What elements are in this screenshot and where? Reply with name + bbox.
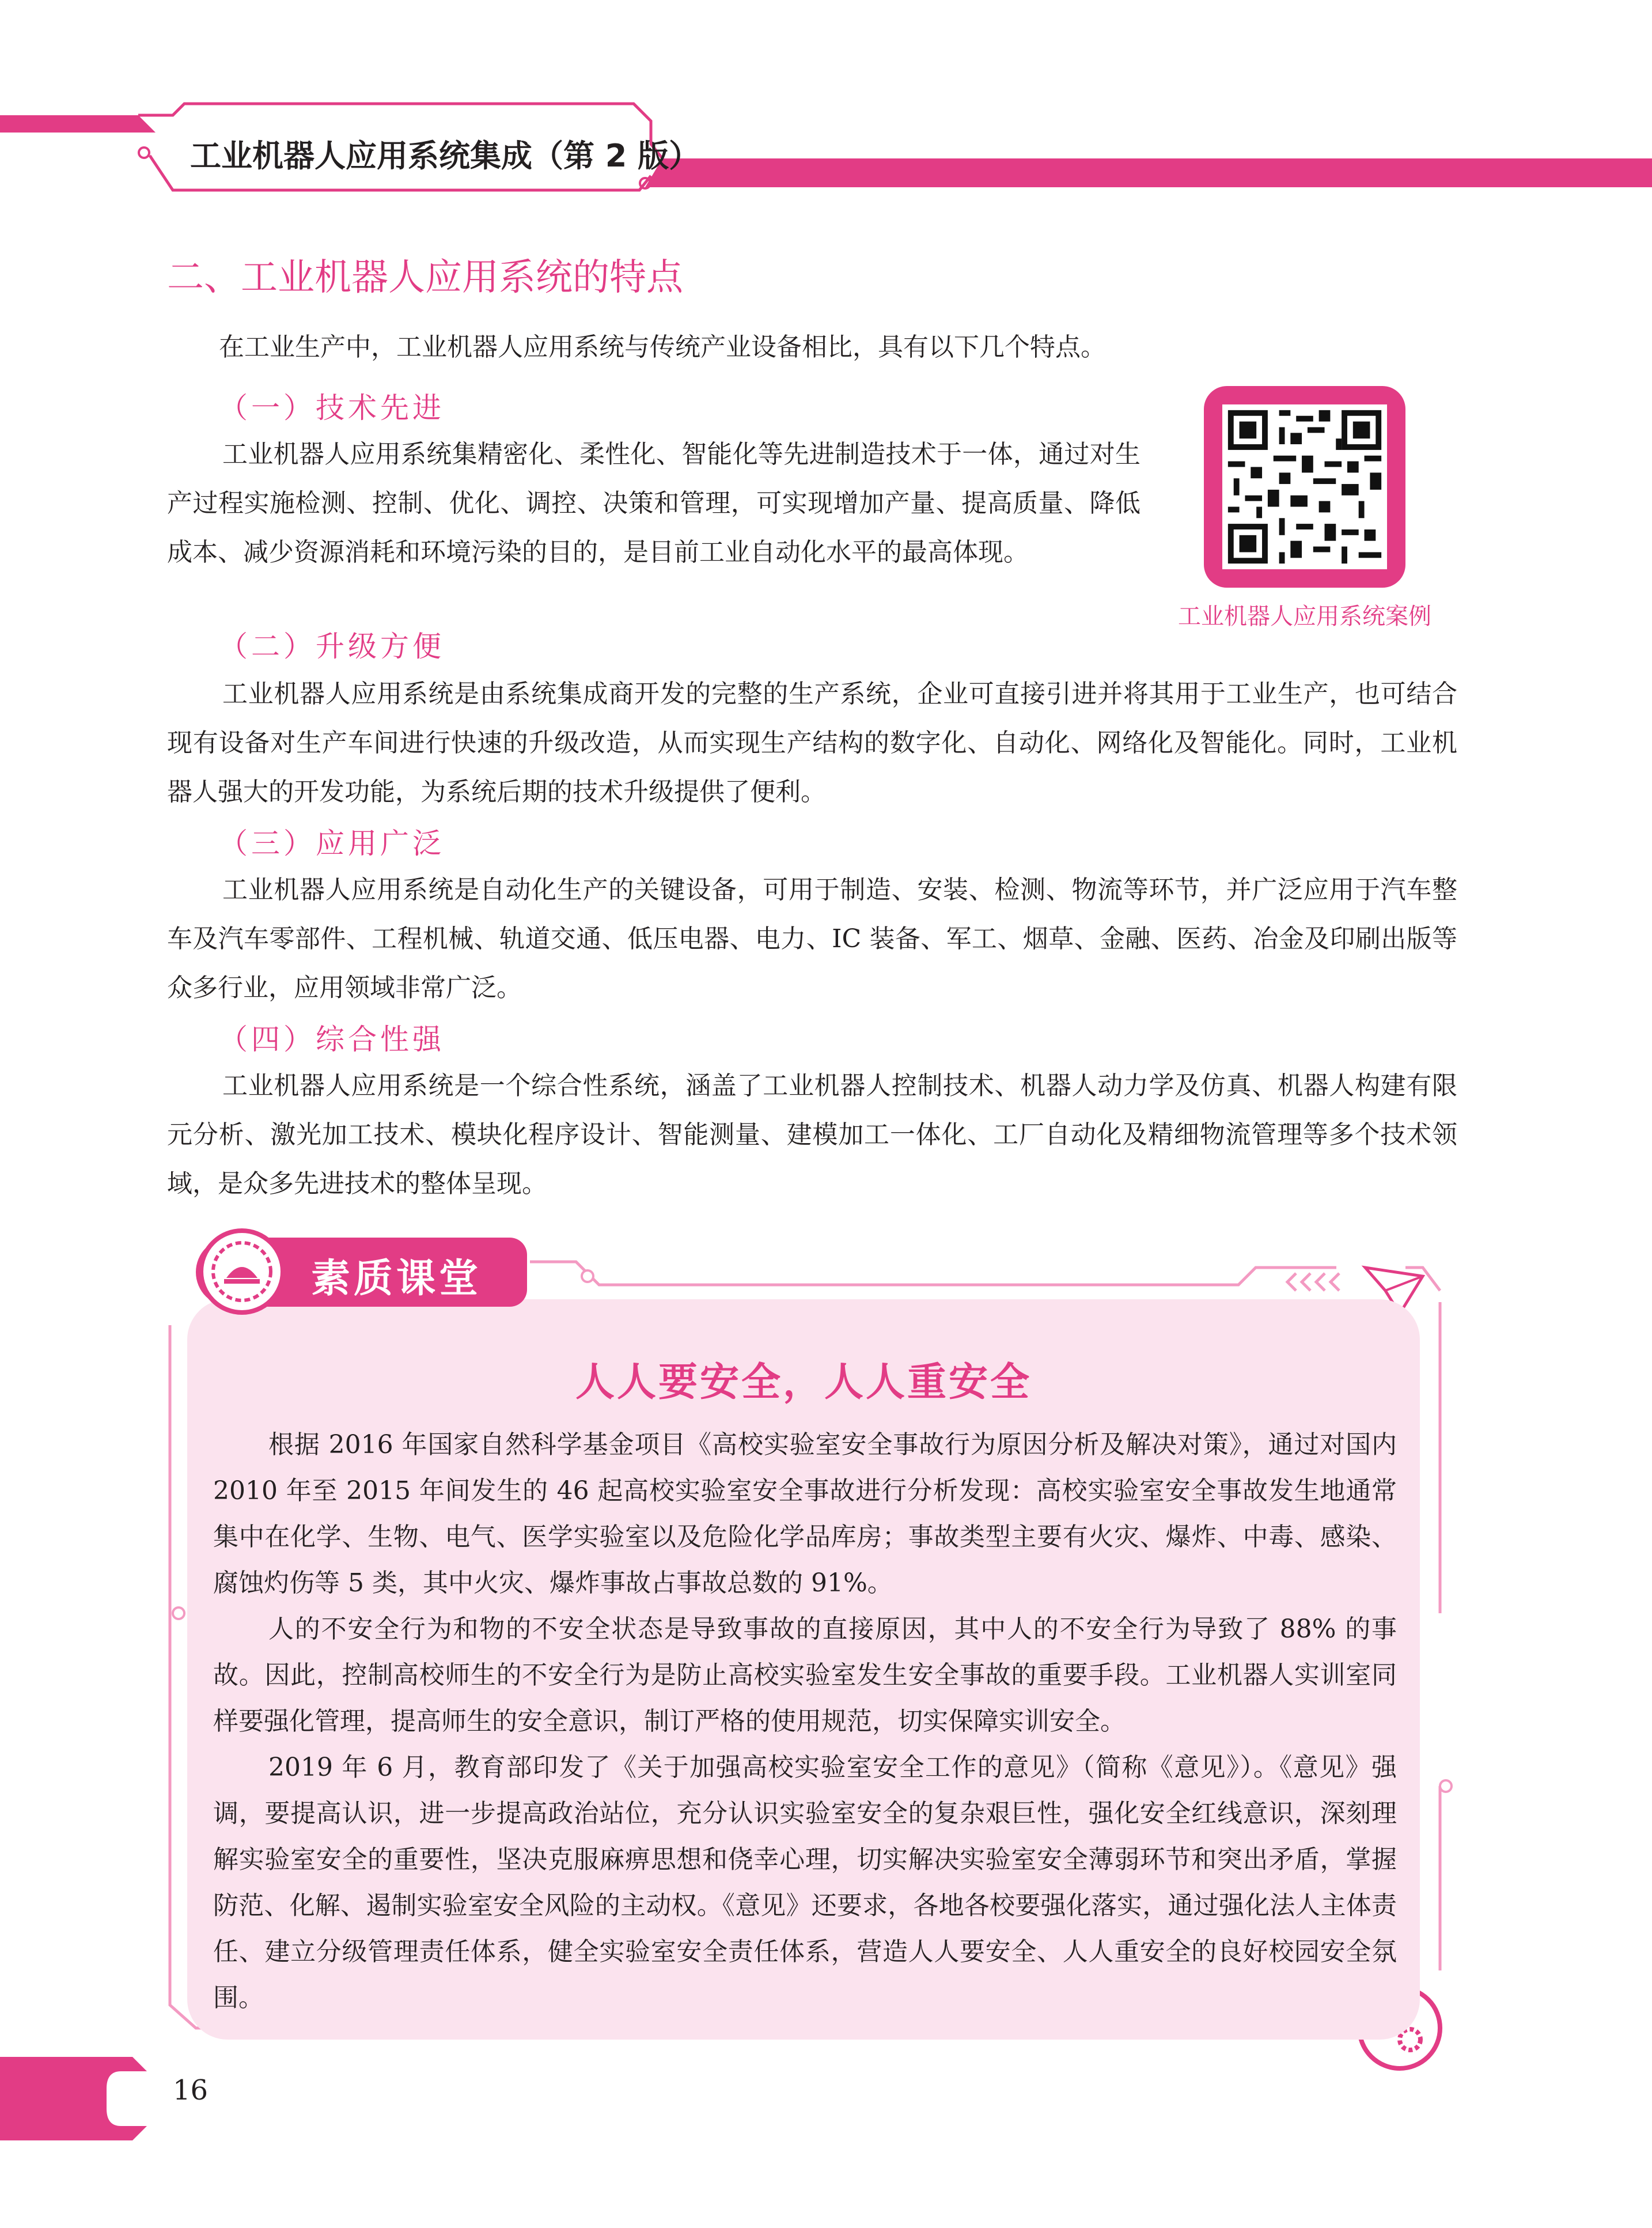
subheading-4: （四）综合性强 (219, 1023, 445, 1056)
paragraph-2: 工业机器人应用系统是由系统集成商开发的完整的生产系统，企业可直接引进并将其用于工业生产，也可结合现有设备对生产车间进行快速的升级改造，从而实现生产结构的数字化、自动化、网络化及智能化。同时，工业机器人强大的开发功能，为系统后期的技术升级提供了便利。 (167, 679, 1457, 807)
badge-label: 素质课堂 (311, 1256, 482, 1302)
page-number: 16 (173, 2074, 209, 2106)
section-intro: 在工业生产中，工业机器人应用系统与传统产业设备相比，具有以下几个特点。 (219, 332, 1106, 362)
box-paragraph-2: 人的不安全行为和物的不安全状态是导致事故的直接原因，其中人的不安全行为导致了 88% 的事故。因此，控制高校师生的不安全行为是防止高校实验室发生安全事故的重要手段。工业机器人实训室同样要强化管理，提高师生的安全意识，制订严格的使用规范，切实保障实训安全。 (213, 1614, 1397, 1736)
paragraph-1: 工业机器人应用系统集精密化、柔性化、智能化等先进制造技术于一体，通过对生产过程实施检测、控制、优化、调控、决策和管理，可实现增加产量、提高质量、降低成本、减少资源消耗和环境污染的目的，是目前工业自动化水平的最高体现。 (167, 440, 1141, 567)
box-paragraph-3: 2019 年 6 月，教育部印发了《关于加强高校实验室安全工作的意见》（简称《意见》）。《意见》强调，要提高认识，进一步提高政治站位，充分认识实验室安全的复杂艰巨性，强化安全红线意识，深刻理解实验室安全的重要性，坚决克服麻痹思想和侥幸心理，切实解决实验室安全薄弱环节和突出矛盾，掌握防范、化解、遏制实验室安全风险的主动权。《意见》还要求，各地各校要强化落实，通过强化法人主体责任、建立分级管理责任体系，健全实验室安全责任体系，营造人人要安全、人人重安全的良好校园安全氛围。 (213, 1753, 1397, 2013)
header-right-bar (645, 158, 1652, 187)
qr-code[interactable] (1204, 386, 1405, 588)
header-left-bar (0, 115, 156, 133)
qr-caption: 工业机器人应用系统案例 (1178, 603, 1431, 630)
box-title: 人人要安全，人人重安全 (575, 1359, 1032, 1405)
hat-emblem-icon (203, 1233, 281, 1310)
subheading-3: （三）应用广泛 (219, 827, 445, 860)
qr-pattern (1222, 404, 1387, 569)
chevron-decoration-icon (1287, 1273, 1339, 1291)
paragraph-3: 工业机器人应用系统是自动化生产的关键设备，可用于制造、安装、检测、物流等环节，并广泛应用于汽车整车及汽车零部件、工程机械、轨道交通、低压电器、电力、IC 装备、军工、烟草、金融、医药、冶金及印刷出版等众多行业，应用领域非常广泛。 (167, 875, 1457, 1003)
badge-emblem (199, 1228, 285, 1315)
section-title: 二、工业机器人应用系统的特点 (167, 256, 683, 299)
book-title: 工业机器人应用系统集成（第 2 版） (190, 138, 700, 174)
paragraph-4: 工业机器人应用系统是一个综合性系统，涵盖了工业机器人控制技术、机器人动力学及仿真、机器人构建有限元分析、激光加工技术、模块化程序设计、智能测量、建模加工一体化、工厂自动化及精细物流管理等多个技术领域，是众多先进技术的整体呈现。 (167, 1071, 1457, 1198)
subheading-1: （一）技术先进 (219, 391, 445, 425)
page-tab (0, 2057, 147, 2140)
box-paragraph-1: 根据 2016 年国家自然科学基金项目《高校实验室安全事故行为原因分析及解决对策》，通过对国内 2010 年至 2015 年间发生的 46 起高校实验室安全事故进行分析发现：高校实验室安全事故发生地通常集中在化学、生物、电气、医学实验室以及危险化学品库房；事故类型主要有火灾、爆炸、中毒、感染、腐蚀灼伤等 5 类，其中火灾、爆炸事故占事故总数的 91%。 (213, 1430, 1397, 1598)
subheading-2: （二）升级方便 (219, 630, 445, 663)
